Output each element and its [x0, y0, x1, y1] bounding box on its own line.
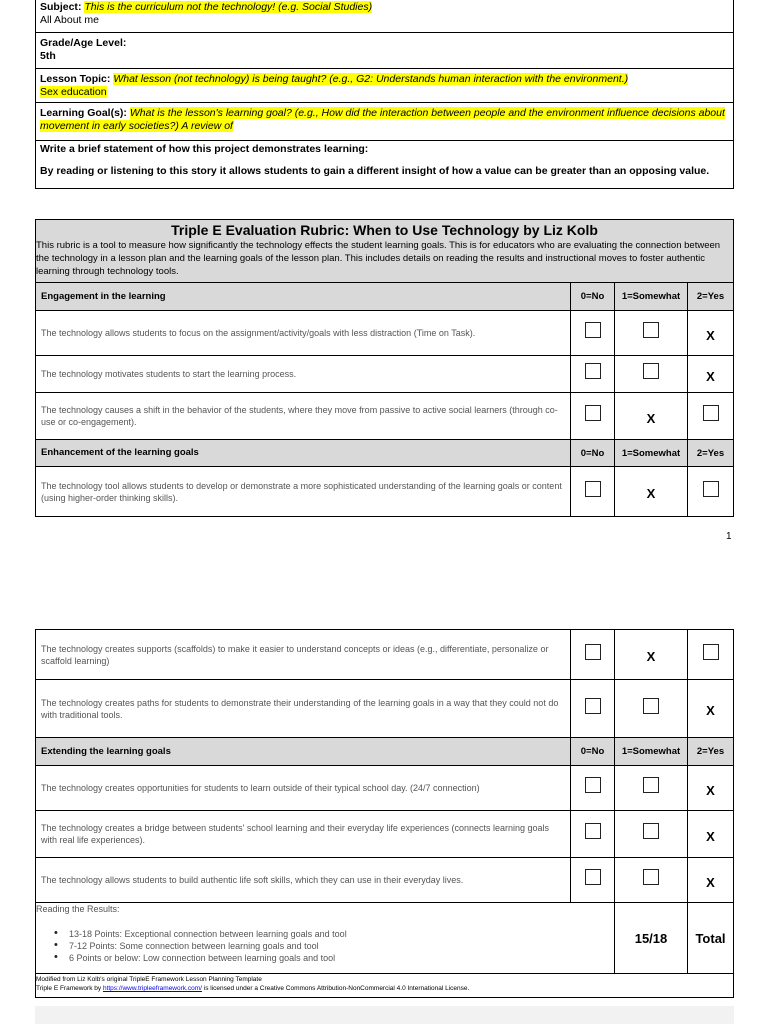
score-yes-cell[interactable] — [688, 680, 733, 737]
grade-value[interactable]: 5th — [40, 50, 56, 62]
goal-row — [36, 102, 733, 140]
col-yes-label: 2=Yes — [696, 447, 725, 459]
selected-mark[interactable]: X — [646, 410, 656, 426]
results-heading: Reading the Results: — [36, 904, 120, 914]
checkbox-no[interactable] — [585, 777, 601, 793]
rubric-item-row — [36, 765, 733, 810]
topic-label: Lesson Topic: — [40, 73, 111, 85]
score-no-cell[interactable] — [571, 356, 615, 392]
score-somewhat-cell[interactable] — [615, 811, 688, 857]
item-text: The technology creates paths for students to demonstrate their understanding of the learning goals in a way that they could not do with traditional tools. — [36, 680, 571, 737]
score-somewhat-cell[interactable] — [615, 766, 688, 810]
score-yes-cell[interactable] — [688, 811, 733, 857]
selected-mark[interactable]: X — [706, 782, 715, 798]
score-somewhat-cell[interactable] — [615, 630, 688, 679]
section-title-enhancement: Enhancement of the learning goals — [36, 440, 571, 466]
grade-label: Grade/Age Level: — [40, 37, 127, 49]
rubric-item-row — [36, 810, 733, 857]
statement-value[interactable]: By reading or listening to this story it allows students to gain a different insight of how a value can be greater than an opposing value. — [40, 165, 710, 177]
item-text: The technology allows students to focus on the assignment/activity/goals with less distraction (Time on Task). — [36, 311, 571, 355]
rubric-header — [36, 220, 733, 283]
framework-link[interactable]: https://www.tripleeframework.com/ — [102, 985, 202, 992]
selected-mark[interactable]: X — [706, 828, 715, 844]
rubric-item-row — [36, 355, 733, 392]
total-label: Total — [695, 930, 726, 946]
footer-license — [36, 984, 733, 993]
score-yes-cell[interactable] — [688, 630, 733, 679]
col-no-label: 0=No — [571, 440, 615, 466]
rubric-item-row — [36, 630, 733, 679]
score-no-cell[interactable] — [571, 393, 615, 439]
goal-hint[interactable]: What is the lesson's learning goal? (e.g., How did the interaction between people and the environment influence decisions about movement in early societies?) A review of — [40, 107, 725, 132]
subject-row: Subject: This is the curriculum not the technology! (e.g. Social Studies) All About me — [36, 0, 733, 32]
score-somewhat-cell[interactable] — [615, 680, 688, 737]
checkbox-somewhat[interactable] — [643, 869, 659, 885]
col-yes-label: 2=Yes — [696, 291, 725, 302]
topic-value[interactable]: Sex education — [40, 86, 107, 98]
score-no-cell[interactable] — [571, 811, 615, 857]
col-somewhat-label: 1=Somewhat — [615, 283, 688, 310]
results-row — [36, 902, 733, 973]
rubric-item-row — [36, 392, 733, 439]
score-somewhat-cell[interactable] — [615, 467, 688, 516]
checkbox-no[interactable] — [585, 644, 601, 660]
footer-attribution: Modified from Liz Kolb's original TripleE Framework Lesson Planning Template — [36, 976, 262, 983]
rubric-table-page2 — [35, 629, 734, 998]
score-yes-cell[interactable] — [688, 393, 733, 439]
selected-mark[interactable]: X — [706, 874, 715, 890]
score-yes-cell[interactable] — [688, 356, 733, 392]
goal-label: Learning Goal(s): — [40, 107, 127, 119]
statement-label: Write a brief statement of how this project demonstrates learning: — [40, 143, 369, 155]
page-bottom-strip — [35, 1006, 734, 1024]
checkbox-no[interactable] — [585, 405, 601, 421]
score-somewhat-cell[interactable] — [615, 393, 688, 439]
score-somewhat-cell[interactable] — [615, 858, 688, 902]
checkbox-no[interactable] — [585, 322, 601, 338]
score-yes-cell[interactable] — [688, 766, 733, 810]
section-extending — [36, 737, 733, 765]
selected-mark[interactable]: X — [646, 649, 656, 664]
score-yes-cell[interactable] — [688, 467, 733, 516]
grade-row — [36, 32, 733, 68]
results-bullet: • 13-18 Points: Exceptional connection between learning goals and tool — [54, 928, 614, 940]
results-bullet: • 6 Points or below: Low connection between learning goals and tool — [54, 952, 614, 964]
score-no-cell[interactable] — [571, 630, 615, 679]
checkbox-no[interactable] — [585, 363, 601, 379]
col-yes-label: 2=Yes — [696, 746, 725, 757]
score-no-cell[interactable] — [571, 467, 615, 516]
page-number: 1 — [726, 531, 732, 542]
topic-hint: What lesson (not technology) is being taught? (e.g., G2: Understands human interaction with the environment.) — [113, 73, 629, 85]
score-no-cell[interactable] — [571, 311, 615, 355]
checkbox-yes[interactable] — [703, 644, 719, 660]
rubric-item-row — [36, 466, 733, 516]
checkbox-somewhat[interactable] — [643, 363, 659, 379]
checkbox-no[interactable] — [585, 481, 601, 497]
checkbox-yes[interactable] — [703, 405, 719, 421]
item-text: The technology allows students to build authentic life soft skills, which they can use in their everyday lives. — [36, 858, 571, 902]
col-no-label: 0=No — [571, 283, 615, 310]
subject-hint: This is the curriculum not the technology! (e.g. Social Studies) — [84, 1, 373, 13]
rubric-description: This rubric is a tool to measure how significantly the technology effects the student learning goals. This is for educators who are evaluating the connection between the technology in a lesson plan and the learning goals of the lesson plan. This includes details on reading the results and instructional moves to foster authentic learning through technology tools. — [36, 240, 721, 277]
lesson-info-table — [35, 0, 734, 189]
results-bullet: • 7-12 Points: Some connection between learning goals and tool — [54, 940, 614, 952]
checkbox-somewhat[interactable] — [643, 698, 659, 714]
section-engagement — [36, 283, 733, 310]
col-somewhat-label: 1=Somewhat — [615, 738, 688, 765]
subject-label: Subject — [40, 1, 78, 13]
footer-license-suffix: is licensed under a Creative Commons Attribution-NonCommercial 4.0 International License. — [201, 985, 470, 992]
section-enhancement — [36, 439, 733, 466]
item-text: The technology creates a bridge between students' school learning and their everyday life experiences (connects learning goals with real life experiences). — [36, 811, 571, 857]
selected-mark[interactable]: X — [706, 368, 715, 384]
checkbox-somewhat[interactable] — [643, 777, 659, 793]
score-yes-cell[interactable] — [688, 858, 733, 902]
rubric-table-page1 — [35, 219, 734, 517]
selected-mark[interactable]: X — [706, 327, 715, 343]
item-text: The technology tool allows students to develop or demonstrate a more sophisticated understanding of the learning goals or content (using higher-order thinking skills). — [36, 467, 571, 516]
selected-mark[interactable]: X — [706, 703, 715, 718]
checkbox-no[interactable] — [585, 698, 601, 714]
score-somewhat-cell[interactable] — [615, 311, 688, 355]
checkbox-somewhat[interactable] — [643, 322, 659, 338]
section-title-engagement: Engagement in the learning — [36, 283, 571, 310]
statement-row — [36, 140, 733, 188]
section-title-extending: Extending the learning goals — [36, 738, 571, 765]
checkbox-somewhat[interactable] — [643, 823, 659, 839]
total-score[interactable]: 15/18 — [615, 903, 688, 973]
score-yes-cell[interactable] — [688, 311, 733, 355]
item-text: The technology motivates students to start the learning process. — [36, 356, 571, 392]
col-somewhat-label: 1=Somewhat — [615, 440, 688, 466]
license-footer — [36, 973, 733, 997]
checkbox-no[interactable] — [585, 869, 601, 885]
score-somewhat-cell[interactable] — [615, 356, 688, 392]
item-text: The technology creates supports (scaffolds) to make it easier to understand concepts or ideas (e.g., differentiate, personalize or scaffold learning) — [36, 630, 571, 679]
item-text: The technology causes a shift in the behavior of the students, where they move from passive to active social learners (through co-use or co-engagement). — [36, 393, 571, 439]
score-no-cell[interactable] — [571, 766, 615, 810]
rubric-title: Triple E Evaluation Rubric: When to Use Technology by Liz Kolb — [171, 222, 598, 238]
col-no-label: 0=No — [571, 738, 615, 765]
subject-value[interactable]: All About me — [40, 14, 99, 26]
score-no-cell[interactable] — [571, 858, 615, 902]
footer-license-prefix: Triple E Framework by — [36, 985, 103, 992]
rubric-item-row — [36, 679, 733, 737]
topic-row — [36, 68, 733, 102]
checkbox-yes[interactable] — [703, 481, 719, 497]
item-text: The technology creates opportunities for students to learn outside of their typical school day. (24/7 connection) — [36, 766, 571, 810]
results-list — [36, 928, 614, 964]
rubric-item-row — [36, 310, 733, 355]
selected-mark[interactable]: X — [646, 486, 656, 501]
reading-results — [36, 903, 615, 973]
checkbox-no[interactable] — [585, 823, 601, 839]
score-no-cell[interactable] — [571, 680, 615, 737]
rubric-item-row — [36, 857, 733, 902]
